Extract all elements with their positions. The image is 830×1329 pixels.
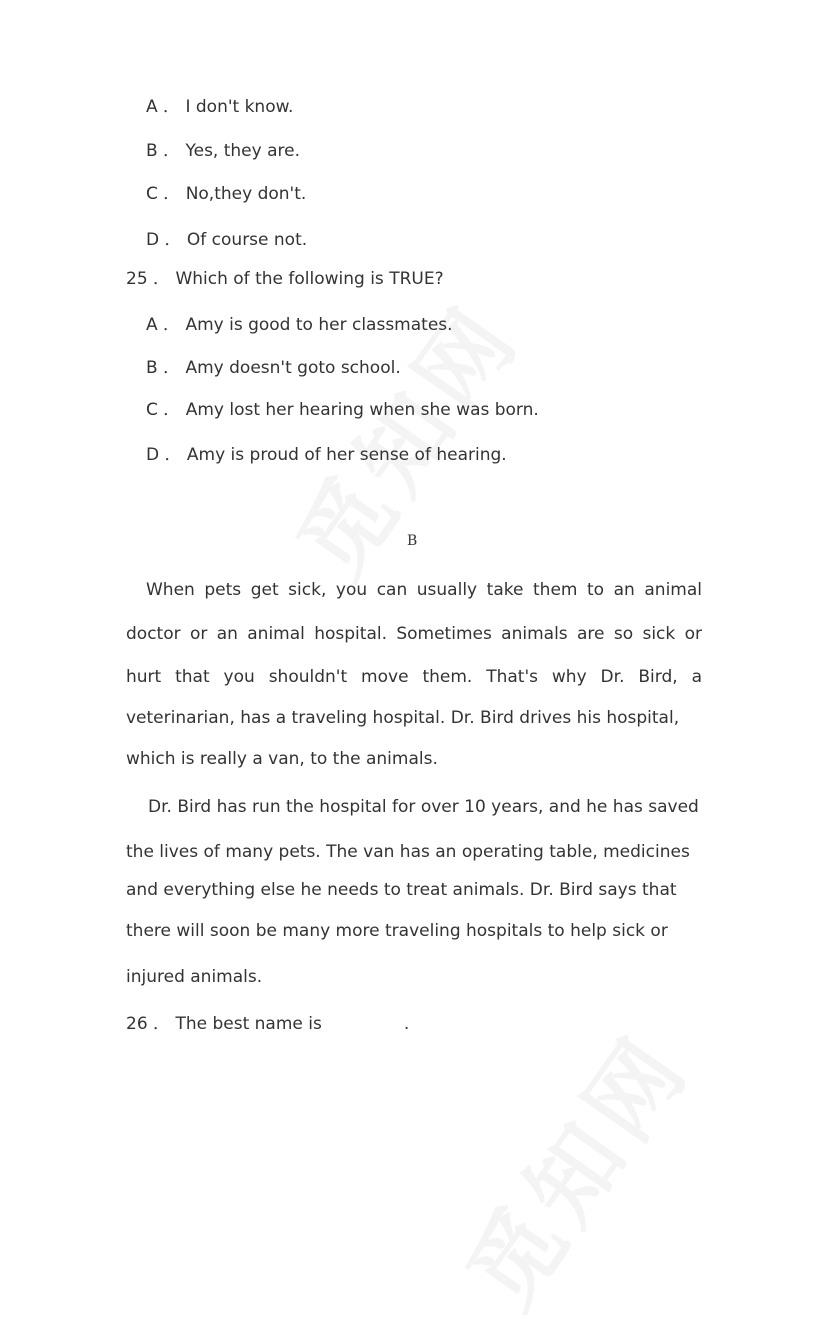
- passage-line: hurt that you shouldn't move them. That's why Dr. Bird, a: [126, 667, 702, 687]
- question-26: 26 ． The best name is .: [126, 1014, 410, 1034]
- question-25: 25 ． Which of the following is TRUE?: [126, 269, 444, 289]
- option-d: D ． Of course not.: [146, 230, 308, 250]
- passage-line: veterinarian, has a traveling hospital. Dr. Bird drives his hospital,: [126, 708, 680, 728]
- passage-line: Dr. Bird has run the hospital for over 10 years, and he has saved: [148, 797, 699, 817]
- passage-line: which is really a van, to the animals.: [126, 749, 438, 769]
- option-b: B ． Yes, they are.: [146, 141, 300, 161]
- passage-line: the lives of many pets. The van has an operating table, medicines: [126, 842, 690, 862]
- passage-line: and everything else he needs to treat animals. Dr. Bird says that: [126, 880, 677, 900]
- option-d: D ． Amy is proud of her sense of hearing.: [146, 445, 507, 465]
- option-a: A ． I don't know.: [146, 97, 294, 117]
- option-c: C ． No,they don't.: [146, 184, 307, 204]
- watermark: [431, 1003, 715, 1329]
- section-label: B: [407, 533, 418, 549]
- passage-line: doctor or an animal hospital. Sometimes animals are so sick or: [126, 624, 702, 644]
- passage-line: there will soon be many more traveling hospitals to help sick or: [126, 921, 668, 941]
- option-a: A ． Amy is good to her classmates.: [146, 315, 453, 335]
- passage-line: When pets get sick, you can usually take them to an animal: [146, 580, 702, 600]
- option-c: C ． Amy lost her hearing when she was born.: [146, 400, 539, 420]
- passage-line: injured animals.: [126, 967, 263, 987]
- option-b: B ． Amy doesn't goto school.: [146, 358, 401, 378]
